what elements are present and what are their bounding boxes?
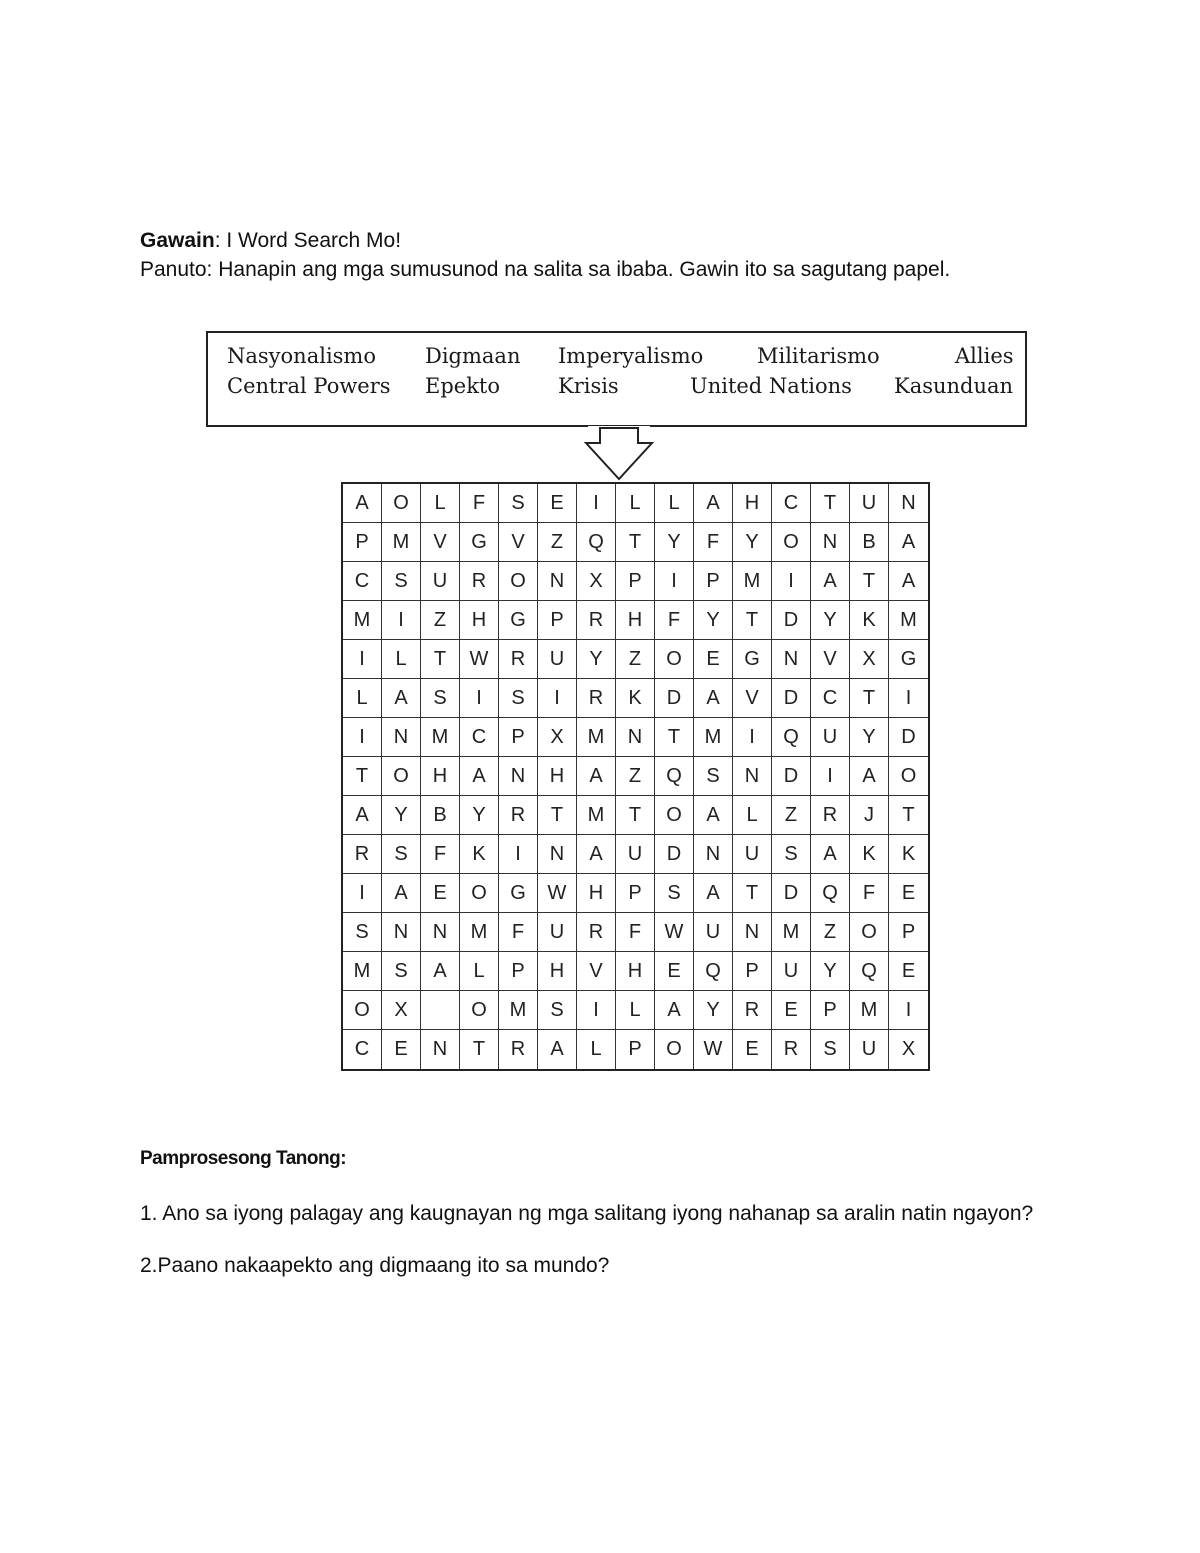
grid-cell[interactable]: A xyxy=(694,484,733,523)
grid-cell[interactable]: I xyxy=(382,601,421,640)
grid-cell[interactable]: F xyxy=(421,835,460,874)
grid-cell[interactable]: Q xyxy=(850,952,889,991)
grid-cell[interactable]: T xyxy=(733,601,772,640)
grid-cell[interactable]: R xyxy=(499,640,538,679)
grid-cell[interactable]: H xyxy=(616,601,655,640)
grid-cell[interactable]: C xyxy=(343,562,382,601)
grid-cell[interactable]: M xyxy=(343,601,382,640)
grid-cell[interactable]: M xyxy=(889,601,928,640)
grid-cell[interactable]: F xyxy=(499,913,538,952)
grid-cell[interactable] xyxy=(421,991,460,1030)
grid-cell[interactable]: H xyxy=(460,601,499,640)
word-search-grid xyxy=(341,482,930,1071)
grid-cell[interactable]: I xyxy=(343,640,382,679)
grid-cell[interactable]: Y xyxy=(655,523,694,562)
grid-cell[interactable]: N xyxy=(382,913,421,952)
grid-cell[interactable]: I xyxy=(889,679,928,718)
grid-cell[interactable]: P xyxy=(811,991,850,1030)
grid-cell[interactable]: V xyxy=(421,523,460,562)
grid-cell[interactable]: Y xyxy=(733,523,772,562)
grid-cell[interactable]: I xyxy=(733,718,772,757)
grid-cell[interactable]: D xyxy=(772,874,811,913)
grid-cell[interactable]: F xyxy=(850,874,889,913)
grid-cell[interactable]: Q xyxy=(772,718,811,757)
grid-cell[interactable]: P xyxy=(694,562,733,601)
activity-title-bold: Gawain xyxy=(140,229,215,252)
grid-cell[interactable]: Y xyxy=(577,640,616,679)
grid-cell[interactable]: O xyxy=(460,874,499,913)
grid-cell[interactable]: Q xyxy=(655,757,694,796)
grid-cell[interactable]: N xyxy=(499,757,538,796)
instruction-text: Panuto: Hanapin ang mga sumusunod na salita sa ibaba. Gawin ito sa sagutang papel. xyxy=(140,258,951,281)
grid-cell[interactable]: Z xyxy=(421,601,460,640)
grid-cell[interactable]: S xyxy=(499,679,538,718)
grid-cell[interactable]: I xyxy=(499,835,538,874)
grid-cell[interactable]: R xyxy=(811,796,850,835)
grid-cell[interactable]: Q xyxy=(694,952,733,991)
grid-cell[interactable]: O xyxy=(655,796,694,835)
word-bank-item: Nasyonalismo xyxy=(227,344,376,368)
grid-cell[interactable]: S xyxy=(811,1030,850,1069)
grid-cell[interactable]: D xyxy=(772,679,811,718)
grid-cell[interactable]: P xyxy=(343,523,382,562)
grid-cell[interactable]: I xyxy=(655,562,694,601)
grid-cell[interactable]: O xyxy=(382,484,421,523)
grid-cell[interactable]: U xyxy=(772,952,811,991)
grid-cell[interactable]: S xyxy=(655,874,694,913)
grid-cell[interactable]: M xyxy=(382,523,421,562)
grid-cell[interactable]: A xyxy=(811,562,850,601)
grid-cell[interactable]: I xyxy=(772,562,811,601)
grid-cell[interactable]: U xyxy=(616,835,655,874)
grid-cell[interactable]: H xyxy=(616,952,655,991)
grid-cell[interactable]: O xyxy=(889,757,928,796)
down-arrow-icon xyxy=(584,426,654,482)
grid-cell[interactable]: U xyxy=(850,1030,889,1069)
grid-cell[interactable]: T xyxy=(343,757,382,796)
grid-cell[interactable]: U xyxy=(421,562,460,601)
grid-cell[interactable]: P xyxy=(499,952,538,991)
grid-cell[interactable]: V xyxy=(811,640,850,679)
grid-cell[interactable]: R xyxy=(343,835,382,874)
grid-cell[interactable]: M xyxy=(343,952,382,991)
questions-section xyxy=(140,1148,1034,1277)
grid-cell[interactable]: P xyxy=(538,601,577,640)
grid-cell[interactable]: I xyxy=(889,991,928,1030)
grid-cell[interactable]: W xyxy=(460,640,499,679)
questions-title: Pamprosesong Tanong: xyxy=(140,1148,347,1169)
grid-cell[interactable]: M xyxy=(421,718,460,757)
grid-cell[interactable]: A xyxy=(382,679,421,718)
grid-cell[interactable]: K xyxy=(616,679,655,718)
grid-cell[interactable]: N xyxy=(382,718,421,757)
grid-cell[interactable]: Y xyxy=(382,796,421,835)
grid-cell[interactable]: L xyxy=(421,484,460,523)
grid-cell[interactable]: U xyxy=(694,913,733,952)
grid-cell[interactable]: K xyxy=(850,835,889,874)
grid-cell[interactable]: I xyxy=(811,757,850,796)
grid-cell[interactable]: G xyxy=(889,640,928,679)
grid-cell[interactable]: N xyxy=(538,562,577,601)
grid-cell[interactable]: R xyxy=(499,1030,538,1069)
grid-cell[interactable]: G xyxy=(499,874,538,913)
grid-cell[interactable]: X xyxy=(577,562,616,601)
grid-cell[interactable]: S xyxy=(499,484,538,523)
grid-cell[interactable]: M xyxy=(694,718,733,757)
word-bank-item: Imperyalismo xyxy=(558,344,704,368)
grid-cell[interactable]: L xyxy=(343,679,382,718)
grid-cell[interactable]: A xyxy=(850,757,889,796)
grid-cell[interactable]: F xyxy=(460,484,499,523)
grid-cell[interactable]: R xyxy=(733,991,772,1030)
grid-cell[interactable]: K xyxy=(850,601,889,640)
grid-cell[interactable]: H xyxy=(538,952,577,991)
word-bank-item: Digmaan xyxy=(425,344,521,368)
grid-cell[interactable]: A xyxy=(655,991,694,1030)
grid-cell[interactable]: E xyxy=(889,952,928,991)
grid-cell[interactable]: A xyxy=(577,757,616,796)
grid-cell[interactable]: E xyxy=(889,874,928,913)
grid-cell[interactable]: H xyxy=(538,757,577,796)
grid-cell[interactable]: D xyxy=(772,757,811,796)
grid-cell[interactable]: T xyxy=(889,796,928,835)
grid-cell[interactable]: A xyxy=(694,874,733,913)
grid-cell[interactable]: A xyxy=(694,679,733,718)
grid-cell[interactable]: X xyxy=(850,640,889,679)
grid-cell[interactable]: S xyxy=(421,679,460,718)
grid-cell[interactable]: Y xyxy=(694,601,733,640)
grid-cell[interactable]: L xyxy=(460,952,499,991)
grid-cell[interactable]: P xyxy=(616,874,655,913)
grid-cell[interactable]: O xyxy=(655,640,694,679)
grid-cell[interactable]: T xyxy=(616,796,655,835)
grid-cell[interactable]: V xyxy=(577,952,616,991)
grid-cell[interactable]: L xyxy=(655,484,694,523)
grid-cell[interactable]: I xyxy=(538,679,577,718)
grid-cell[interactable]: L xyxy=(616,991,655,1030)
word-bank-item: Epekto xyxy=(425,374,501,398)
grid-cell[interactable]: I xyxy=(343,718,382,757)
grid-cell[interactable]: N xyxy=(733,757,772,796)
grid-cell[interactable]: T xyxy=(655,718,694,757)
grid-cell[interactable]: P xyxy=(499,718,538,757)
grid-cell[interactable]: N xyxy=(421,913,460,952)
grid-cell[interactable]: X xyxy=(901,1038,916,1060)
grid-cell[interactable]: R xyxy=(577,679,616,718)
grid-cell[interactable]: M xyxy=(850,991,889,1030)
grid-cell[interactable]: Q xyxy=(577,523,616,562)
grid-cell[interactable]: W xyxy=(694,1030,733,1069)
grid-cell[interactable]: R xyxy=(772,1030,811,1069)
grid-cell[interactable]: X xyxy=(382,991,421,1030)
grid-cell[interactable]: A xyxy=(382,874,421,913)
grid-cell[interactable]: N xyxy=(421,1030,460,1069)
grid-cell[interactable]: W xyxy=(538,874,577,913)
grid-cell[interactable]: K xyxy=(460,835,499,874)
grid-cell[interactable]: M xyxy=(460,913,499,952)
grid-cell[interactable]: J xyxy=(850,796,889,835)
grid-cell[interactable]: L xyxy=(382,640,421,679)
grid-cell[interactable]: G xyxy=(460,523,499,562)
grid-cell[interactable]: S xyxy=(343,913,382,952)
grid-cell[interactable]: Y xyxy=(811,601,850,640)
grid-cell[interactable]: O xyxy=(499,562,538,601)
grid-cell[interactable]: G xyxy=(733,640,772,679)
grid-cell[interactable]: O xyxy=(772,523,811,562)
grid-cell[interactable]: D xyxy=(772,601,811,640)
word-bank-item: United Nations xyxy=(690,374,852,398)
grid-cell[interactable]: M xyxy=(499,991,538,1030)
grid-cell[interactable]: D xyxy=(889,718,928,757)
grid-cell[interactable]: P xyxy=(889,913,928,952)
grid-cell[interactable]: O xyxy=(655,1030,694,1069)
grid-cell[interactable]: N xyxy=(811,523,850,562)
grid-cell[interactable]: S xyxy=(694,757,733,796)
grid-cell[interactable]: A xyxy=(811,835,850,874)
word-bank-item: Kasunduan xyxy=(894,374,1014,398)
grid-cell[interactable]: O xyxy=(382,757,421,796)
grid-cell[interactable]: H xyxy=(733,484,772,523)
grid-cell[interactable]: C xyxy=(460,718,499,757)
grid-cell[interactable]: N xyxy=(616,718,655,757)
grid-cell[interactable]: T xyxy=(421,640,460,679)
grid-cell[interactable]: S xyxy=(382,562,421,601)
grid-cell[interactable]: Z xyxy=(811,913,850,952)
grid-cell[interactable]: S xyxy=(538,991,577,1030)
word-bank-item: Allies xyxy=(955,344,1014,368)
grid-cell[interactable]: K xyxy=(889,835,928,874)
grid-cell[interactable]: E xyxy=(655,952,694,991)
grid-cell[interactable]: T xyxy=(460,1030,499,1069)
grid-cell[interactable]: Y xyxy=(811,952,850,991)
grid-cell[interactable]: O xyxy=(460,991,499,1030)
grid-cell[interactable]: M xyxy=(772,913,811,952)
grid-cell[interactable]: M xyxy=(577,718,616,757)
activity-title xyxy=(140,226,950,255)
grid-cell[interactable]: R xyxy=(460,562,499,601)
grid-cell[interactable]: C xyxy=(772,484,811,523)
grid-cell[interactable]: H xyxy=(421,757,460,796)
grid-cell[interactable]: S xyxy=(382,952,421,991)
question-1: 1. Ano sa iyong palagay ang kaugnayan ng mga salitang iyong nahanap sa aralin natin ngayon? xyxy=(140,1202,1034,1225)
grid-cell[interactable]: I xyxy=(343,874,382,913)
grid-cell[interactable]: W xyxy=(655,913,694,952)
word-bank-item: Militarismo xyxy=(757,344,880,368)
grid-cell[interactable]: R xyxy=(577,601,616,640)
activity-header xyxy=(140,226,950,284)
grid-cell[interactable]: N xyxy=(538,835,577,874)
grid-cell[interactable]: A xyxy=(694,796,733,835)
grid-cell[interactable]: C xyxy=(811,679,850,718)
word-bank-box xyxy=(206,331,1027,427)
grid-cell[interactable]: T xyxy=(850,562,889,601)
grid-cell[interactable]: N xyxy=(733,913,772,952)
grid-cell[interactable]: U xyxy=(811,718,850,757)
grid-cell[interactable]: Q xyxy=(811,874,850,913)
grid-cell[interactable]: Y xyxy=(694,991,733,1030)
grid-cell[interactable]: N xyxy=(889,484,928,523)
grid-cell[interactable]: Z xyxy=(772,796,811,835)
grid-cell[interactable]: A xyxy=(889,523,928,562)
grid-cell[interactable]: O xyxy=(343,991,382,1030)
grid-cell[interactable]: R xyxy=(499,796,538,835)
grid-cell[interactable]: V xyxy=(499,523,538,562)
grid-cell[interactable]: P xyxy=(616,1030,655,1069)
grid-cell[interactable]: F xyxy=(616,913,655,952)
grid-cell[interactable]: V xyxy=(733,679,772,718)
grid-cell[interactable]: I xyxy=(577,991,616,1030)
grid-cell[interactable]: B xyxy=(850,523,889,562)
grid-cell[interactable]: P xyxy=(733,952,772,991)
grid-cell[interactable]: A xyxy=(889,562,928,601)
grid-cell[interactable]: N xyxy=(694,835,733,874)
grid-cell[interactable]: B xyxy=(421,796,460,835)
grid-cell[interactable]: P xyxy=(616,562,655,601)
grid-cell[interactable]: T xyxy=(733,874,772,913)
grid-cell[interactable]: A xyxy=(538,1030,577,1069)
grid-cell[interactable]: E xyxy=(538,484,577,523)
grid-cell[interactable]: M xyxy=(733,562,772,601)
grid-cell[interactable]: E xyxy=(382,1030,421,1069)
grid-cell[interactable]: Z xyxy=(616,757,655,796)
grid-cell[interactable]: M xyxy=(577,796,616,835)
grid-cell[interactable]: G xyxy=(499,601,538,640)
grid-cell[interactable]: E xyxy=(421,874,460,913)
grid-cell[interactable]: O xyxy=(850,913,889,952)
grid-cell[interactable]: L xyxy=(616,484,655,523)
grid-cell[interactable]: D xyxy=(655,835,694,874)
grid-cell[interactable]: T xyxy=(850,679,889,718)
grid-cell[interactable]: A xyxy=(460,757,499,796)
grid-cell[interactable]: N xyxy=(772,640,811,679)
grid-cell[interactable]: I xyxy=(577,484,616,523)
grid-cell[interactable]: Y xyxy=(850,718,889,757)
word-bank-item: Central Powers xyxy=(227,374,391,398)
grid-cell[interactable]: F xyxy=(694,523,733,562)
grid-cell[interactable]: Z xyxy=(538,523,577,562)
grid-cell[interactable]: A xyxy=(421,952,460,991)
grid-cell[interactable]: T xyxy=(616,523,655,562)
grid-cell[interactable]: S xyxy=(382,835,421,874)
grid-cell[interactable]: I xyxy=(460,679,499,718)
grid-cell[interactable]: Z xyxy=(616,640,655,679)
grid-cell[interactable]: E xyxy=(694,640,733,679)
grid-cell[interactable]: A xyxy=(577,835,616,874)
activity-title-rest: : I Word Search Mo! xyxy=(214,229,402,252)
grid-cell[interactable]: S xyxy=(772,835,811,874)
grid-cell[interactable]: A xyxy=(343,796,382,835)
grid-cell[interactable]: F xyxy=(655,601,694,640)
question-2: 2.Paano nakaapekto ang digmaang ito sa mundo? xyxy=(140,1254,610,1277)
grid-cell[interactable]: D xyxy=(655,679,694,718)
grid-cell[interactable]: U xyxy=(850,484,889,523)
grid-cell[interactable]: L xyxy=(577,1030,616,1069)
grid-cell[interactable]: H xyxy=(577,874,616,913)
grid-cell[interactable]: Y xyxy=(460,796,499,835)
grid-cell[interactable]: E xyxy=(733,1030,772,1069)
word-bank-item: Krisis xyxy=(558,374,619,398)
grid-cell[interactable]: L xyxy=(733,796,772,835)
grid-cell[interactable]: T xyxy=(538,796,577,835)
grid-cell[interactable]: U xyxy=(538,640,577,679)
grid-cell[interactable]: U xyxy=(733,835,772,874)
grid-cell[interactable]: X xyxy=(538,718,577,757)
grid-cell[interactable]: C xyxy=(343,1030,382,1069)
grid-cell[interactable]: R xyxy=(577,913,616,952)
grid-cell[interactable]: U xyxy=(538,913,577,952)
grid-cell[interactable]: E xyxy=(772,991,811,1030)
grid-cell[interactable]: T xyxy=(811,484,850,523)
grid-cell[interactable]: A xyxy=(343,484,382,523)
